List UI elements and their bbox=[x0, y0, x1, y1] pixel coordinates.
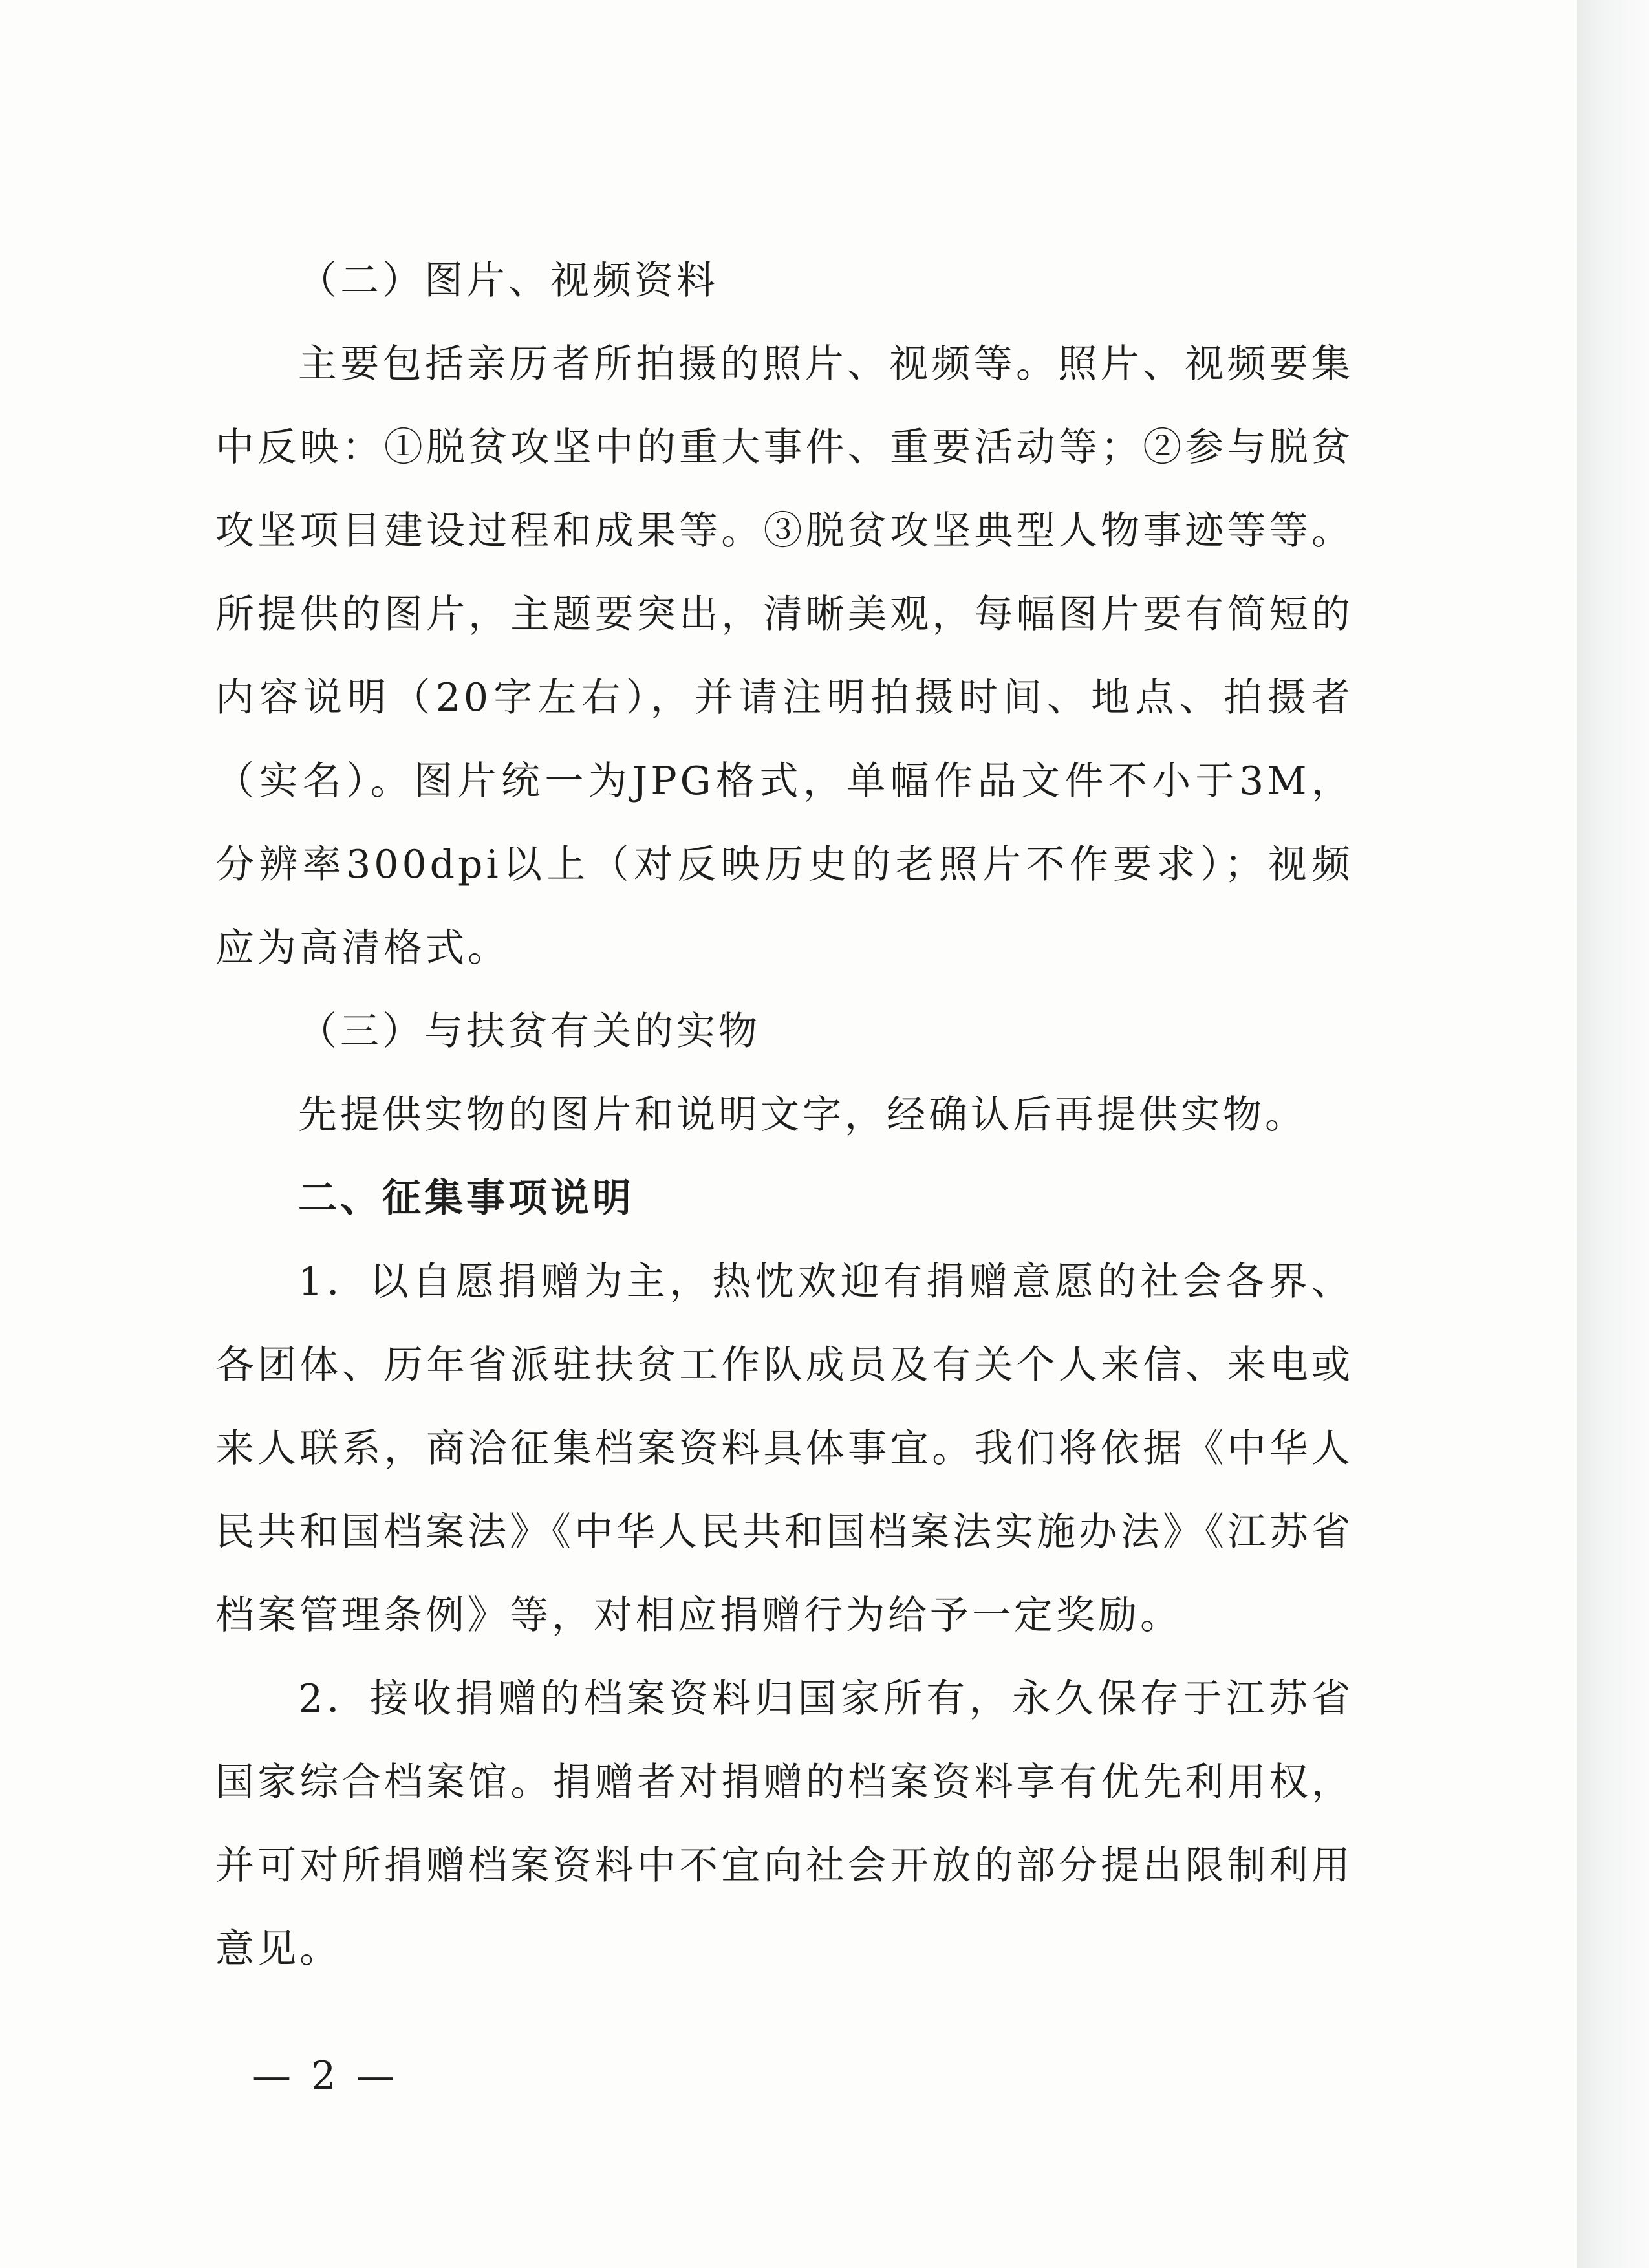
subheading-physical-objects: （三）与扶贫有关的实物 bbox=[298, 1009, 760, 1054]
scan-edge-shadow bbox=[1577, 0, 1649, 2268]
document-body bbox=[215, 239, 1353, 1991]
paragraph-note-2: 2．接收捐赠的档案资料归国家所有，永久保存于江苏省国家综合档案馆。捐赠者对捐赠的档案资料享有优先利用权，并可对所捐赠档案资料中不宜向社会开放的部分提出限制利用意见。 bbox=[215, 1676, 1353, 1972]
paragraph-images-videos: 主要包括亲历者所拍摄的照片、视频等。照片、视频要集中反映：①脱贫攻坚中的重大事件、重要活动等；②参与脱贫攻坚项目建设过程和成果等。③脱贫攻坚典型人物事迹等等。所提供的图片，主题要突出，清晰美观，每幅图片要有简短的内容说明（20字左右），并请注明拍摄时间、地点、拍摄者（实名）。图片统一为JPG格式，单幅作品文件不小于3M，分辨率300dpi以上（对反映历史的老照片不作要求）；视频应为高清格式。 bbox=[215, 341, 1353, 971]
page-number: — 2 — bbox=[252, 2053, 399, 2099]
paragraph-physical-objects: 先提供实物的图片和说明文字，经确认后再提供实物。 bbox=[298, 1092, 1307, 1138]
paragraph-note-1: 1．以自愿捐赠为主，热忱欢迎有捐赠意愿的社会各界、各团体、历年省派驻扶贫工作队成员及有关个人来信、来电或来人联系，商洽征集档案资料具体事宜。我们将依据《中华人民共和国档案法》《中华人民共和国档案法实施办法》《江苏省档案管理条例》等，对相应捐赠行为给予一定奖励。 bbox=[215, 1259, 1353, 1638]
subheading-images-videos: （二）图片、视频资料 bbox=[298, 258, 718, 303]
heading-collection-notes: 二、征集事项说明 bbox=[298, 1176, 634, 1221]
